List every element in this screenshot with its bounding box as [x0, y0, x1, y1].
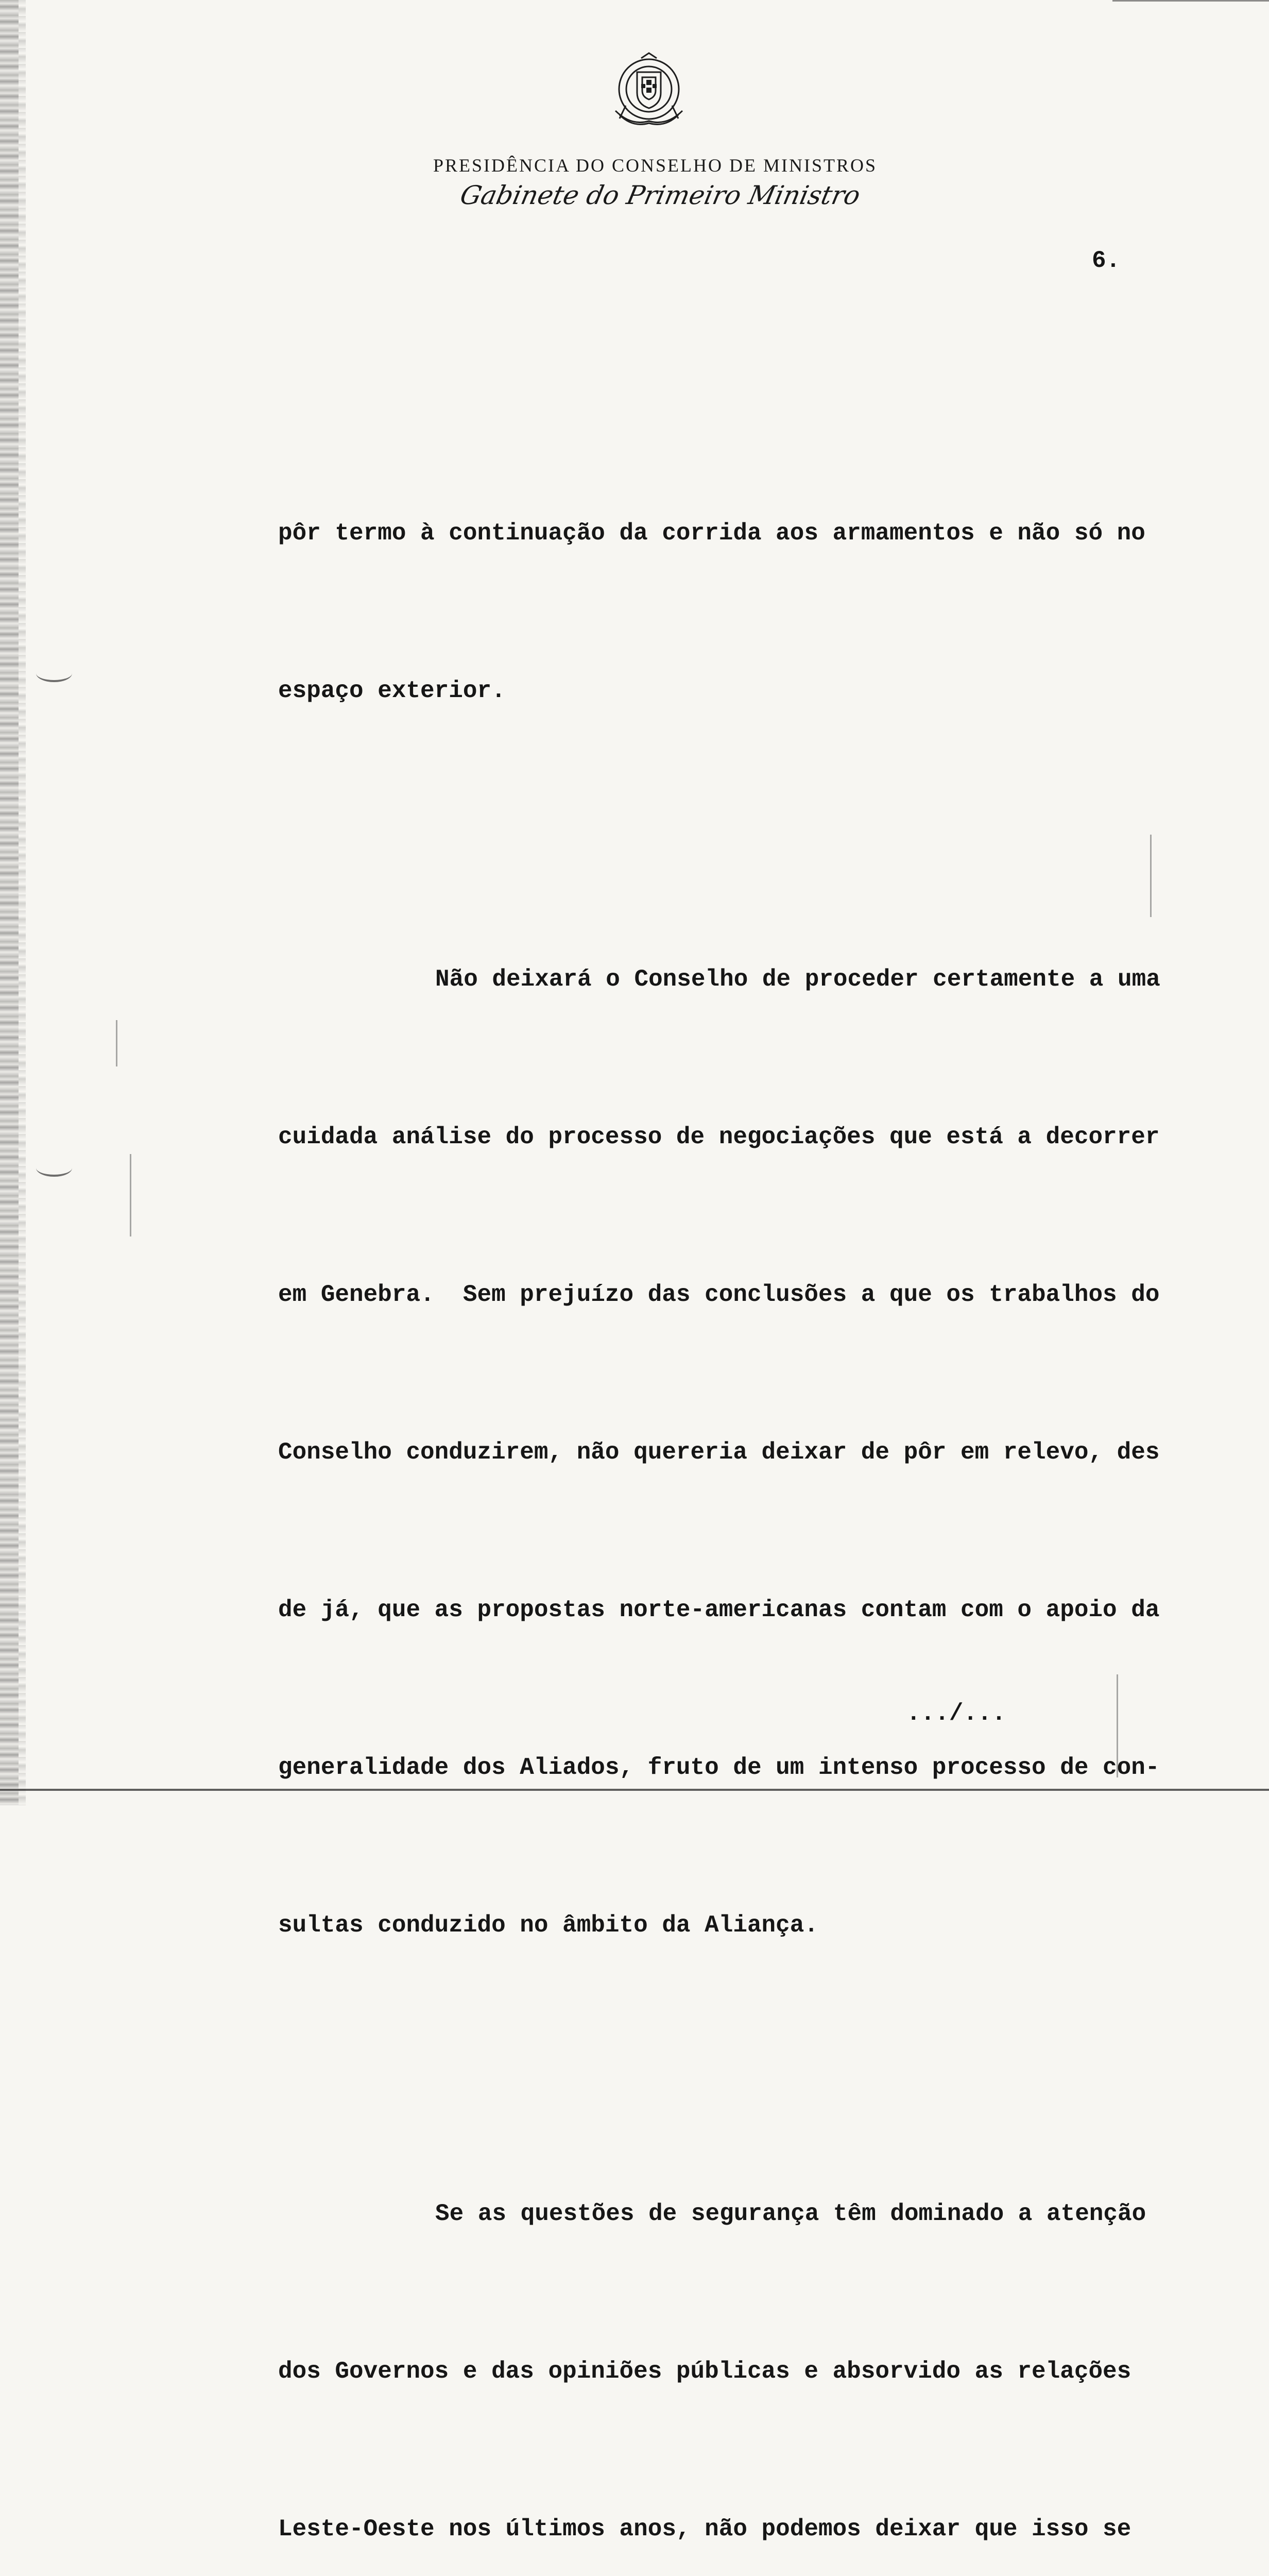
text-line: Se as questões de segurança têm dominado a atenção [435, 2200, 1146, 2227]
punch-hole-mark [36, 665, 72, 682]
text-line: pôr termo à continuação da corrida aos armamentos e não só no [278, 520, 1145, 547]
text-line: dos Governos e das opiniões públicas e absorvido as relações [278, 2358, 1131, 2385]
margin-mark [116, 1020, 117, 1066]
scan-edge-artifact [0, 0, 19, 1805]
text-line: generalidade dos Aliados, fruto de um intenso processo de con- [278, 1754, 1160, 1781]
document-body [278, 402, 1246, 2576]
paragraph [278, 2082, 1246, 2576]
text-line: Leste-Oeste nos últimos anos, não podemos deixar que isso se [278, 2516, 1131, 2543]
text-line: sultas conduzido no âmbito da Aliança. [278, 1912, 818, 1939]
paragraph [278, 848, 1246, 2057]
text-line: espaço exterior. [278, 677, 506, 704]
text-line: cuidada análise do processo de negociações que está a decorrer [278, 1124, 1160, 1150]
text-line: em Genebra. Sem prejuízo das conclusões a que os trabalhos do [278, 1281, 1160, 1308]
continuation-marker: .../... [906, 1700, 1006, 1727]
text-line: Conselho conduzirem, não quereria deixar de pôr em relevo, des [278, 1439, 1160, 1466]
text-line: de já, que as propostas norte-americanas contam com o apoio da [278, 1597, 1160, 1623]
punch-hole-mark [36, 1159, 72, 1177]
cabinet-name: Gabinete do Primeiro Ministro [457, 180, 863, 210]
scan-top-rule [1112, 0, 1269, 2]
organization-name: PRESIDÊNCIA DO CONSELHO DE MINISTROS [433, 155, 878, 176]
paragraph [278, 402, 1246, 822]
page-number: 6. [1092, 247, 1121, 274]
text-line: Não deixará o Conselho de proceder certamente a uma [435, 966, 1160, 993]
coat-of-arms-icon [605, 49, 693, 137]
margin-mark [130, 1154, 131, 1236]
